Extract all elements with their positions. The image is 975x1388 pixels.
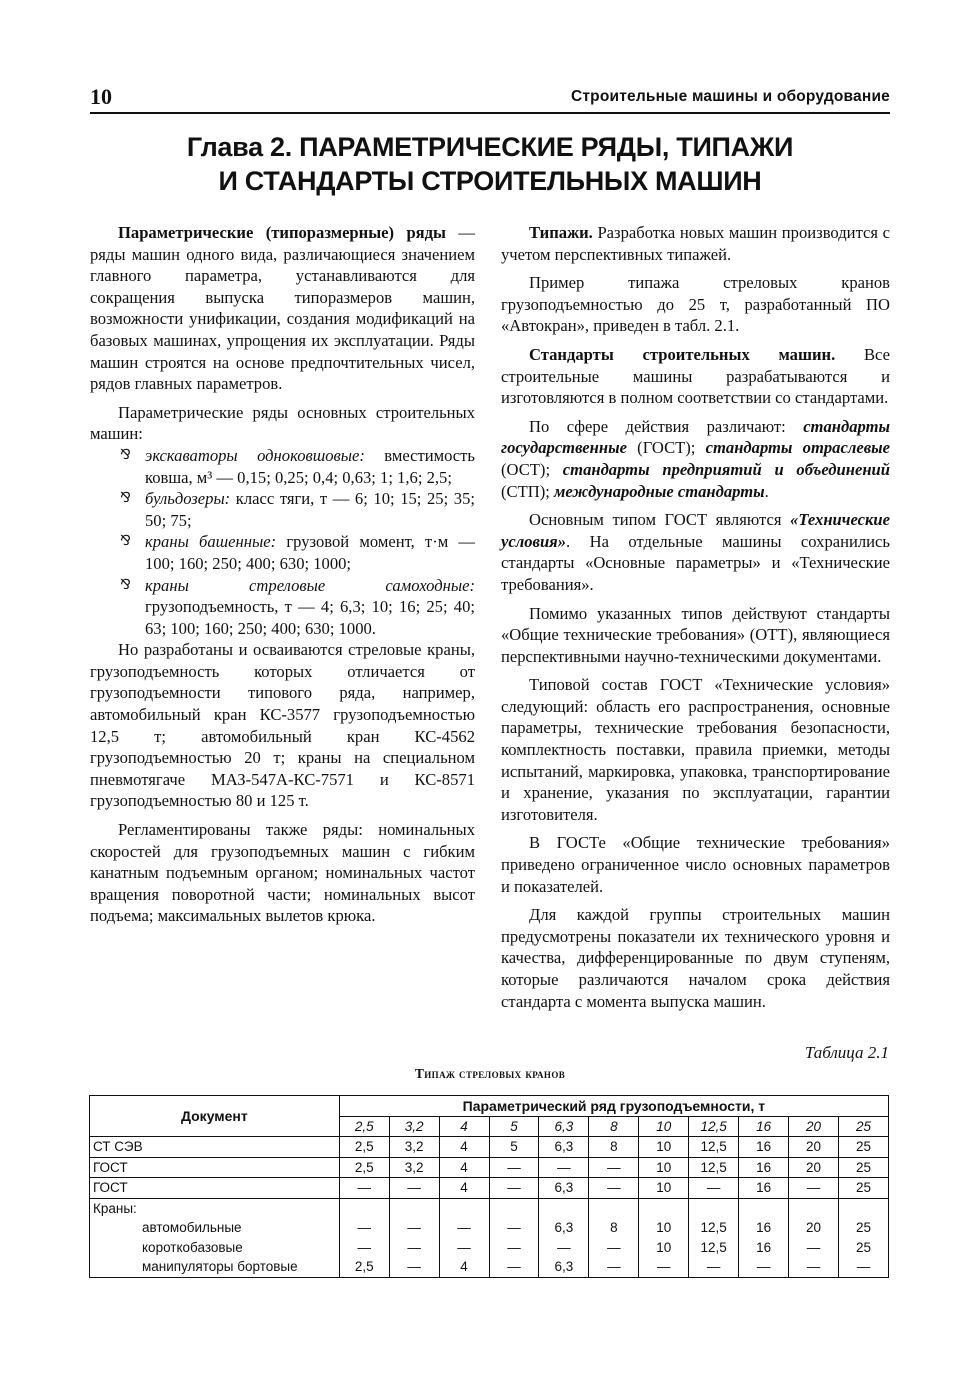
table-cell: 20 — [789, 1137, 839, 1158]
table-cell: 12,5 — [689, 1238, 739, 1258]
list-text: класс тяги, т — 6; 10; 15; 25; 35; 50; 75; — [145, 489, 475, 530]
table-cell: 10 — [639, 1218, 689, 1238]
table-cell: — — [389, 1238, 439, 1258]
row-name: манипуляторы бортовые — [90, 1257, 340, 1277]
row-name: СТ СЭВ — [90, 1137, 340, 1158]
term: Стандарты строительных машин. — [529, 344, 836, 364]
table-cell: 8 — [589, 1218, 639, 1238]
table-cell: — — [489, 1157, 539, 1178]
table-row — [90, 1157, 889, 1178]
series-cell: 2,5 — [339, 1116, 389, 1137]
table-cell: 12,5 — [689, 1157, 739, 1178]
table-row — [90, 1257, 889, 1277]
table-cell: 8 — [589, 1137, 639, 1158]
row-name: ГОСТ — [90, 1157, 340, 1178]
table-cell: — — [589, 1257, 639, 1277]
table-cell: — — [589, 1238, 639, 1258]
table-cell: 12,5 — [689, 1218, 739, 1238]
header-rule — [90, 112, 890, 114]
table-cell: 25 — [839, 1157, 889, 1178]
text: (ГОСТ); — [626, 438, 706, 458]
series-cell: 20 — [789, 1116, 839, 1137]
paragraph: Помимо указанных типов действуют стандарты «Общие технические требования» (ОТТ), являющиеся перспективными научно-техническими документами. — [501, 603, 890, 666]
header-document: Документ — [90, 1096, 340, 1137]
text: . — [764, 481, 769, 501]
table-cell: 20 — [789, 1218, 839, 1238]
bullet-hand-icon: ⅋ — [120, 490, 131, 507]
table-cell: 5 — [489, 1137, 539, 1158]
text: (ОСТ); — [501, 459, 563, 479]
table-cell: 16 — [739, 1238, 789, 1258]
table-cell: 12,5 — [689, 1137, 739, 1158]
parametric-list — [90, 445, 475, 639]
table-cell: — — [789, 1257, 839, 1277]
table-cell: — — [489, 1178, 539, 1199]
table-cell: 6,3 — [539, 1257, 589, 1277]
page-header — [90, 84, 890, 114]
crane-table — [89, 1095, 889, 1278]
series-cell: 12,5 — [689, 1116, 739, 1137]
series-cell: 25 — [839, 1116, 889, 1137]
paragraph — [501, 416, 890, 502]
paragraph-text: — ряды машин одного вида, различающиеся значением главного параметра, устанавливаются для сокращения выпуска типоразмеров машин, возможности унификации, создания модификаций на базовых машинах, упрощения их эксплуатации. Ряды машин строятся на основе предпочтительных чисел, рядов главных параметров. — [90, 223, 475, 394]
text: По сфере действия различают: — [529, 416, 804, 436]
paragraph: Регламентированы также ряды: номинальных скоростей для грузоподъемных машин с гибким канатным подъемным органом; номинальных частот вращения поворотной части; номинальных высот подъема; максимальных вылетов крюка. — [90, 820, 475, 926]
table-cell: 4 — [439, 1137, 489, 1158]
list-term: экскаваторы одноковшовые: — [145, 445, 365, 465]
table-cell: — — [489, 1238, 539, 1258]
table-cell: 25 — [839, 1218, 889, 1238]
table-cell: — — [389, 1178, 439, 1199]
table-cell: — — [839, 1257, 889, 1277]
table-cell: — — [439, 1238, 489, 1258]
list-item — [90, 445, 475, 488]
series-cell: 4 — [439, 1116, 489, 1137]
term: «Технические условия» — [501, 510, 890, 551]
row-name: ГОСТ — [90, 1178, 340, 1199]
table-cell: 16 — [739, 1178, 789, 1199]
table-cell: 2,5 — [339, 1257, 389, 1277]
list-term: краны стреловые самоходные: — [145, 575, 475, 595]
page-number: 10 — [90, 84, 112, 109]
term: стандарты государственные — [501, 416, 890, 458]
table-cell: 4 — [439, 1157, 489, 1178]
table-title: Типаж стреловых кранов — [414, 1066, 566, 1081]
paragraph: В ГОСТе «Общие технические требования» приведено ограниченное число основных параметров и показателей. — [501, 833, 890, 896]
paragraph: Типовой состав ГОСТ «Технические условия» следующий: область его распространения, основные параметры, технические требования безопасности, комплектность поставки, правила приемки, методы испытаний, маркировка, упаковка, транспортирование и хранение, указания по эксплуатации, гарантии изготовителя. — [501, 675, 890, 824]
paragraph — [501, 509, 890, 595]
chapter-title — [90, 130, 890, 198]
term: стандарты отраслевые — [705, 438, 891, 458]
series-cell: 8 — [589, 1116, 639, 1137]
paragraph — [501, 344, 890, 409]
table-cell: 10 — [639, 1238, 689, 1258]
table-cell: 16 — [739, 1218, 789, 1238]
group-label: Краны: — [90, 1198, 340, 1218]
table-cell: 20 — [789, 1157, 839, 1178]
table-cell: — — [339, 1178, 389, 1199]
series-cell: 10 — [639, 1116, 689, 1137]
table-cell: 16 — [739, 1157, 789, 1178]
series-cell: 5 — [489, 1116, 539, 1137]
list-text: вместимость ковша, м³ — 0,15; 0,25; 0,4; 0,63; 1; 1,6; 2,5; — [145, 445, 475, 487]
table-cell: — — [589, 1157, 639, 1178]
paragraph: Пример типажа стреловых кранов грузоподъемностью до 25 т, разработанный ПО «Автокран», приведен в табл. 2.1. — [501, 273, 890, 336]
paragraph-text: Разработка новых машин производится с учетом перспективных типажей. — [501, 223, 890, 264]
table-caption: Таблица 2.1 — [804, 1043, 889, 1062]
table-cell: — — [489, 1218, 539, 1238]
term: Параметрические (типоразмерные) ряды — [118, 223, 447, 242]
list-text: грузоподъемность, т — 4; 6,3; 10; 16; 25; 40; 63; 100; 160; 250; 400; 630; 1000. — [145, 597, 475, 638]
table-cell: — — [389, 1257, 439, 1277]
table-cell: 25 — [839, 1238, 889, 1258]
term: Типажи. — [529, 223, 593, 242]
table-cell: 10 — [639, 1137, 689, 1158]
table-cell: — — [789, 1238, 839, 1258]
paragraph: Параметрические ряды основных строительных машин: — [90, 402, 475, 444]
table-cell: 2,5 — [339, 1157, 389, 1178]
term: стандарты предприятий и объединений — [562, 459, 890, 479]
paragraph: Для каждой группы строительных машин предусмотрены показатели их технического уровня и качества, дифференцированные по двум ступеням, которые различаются началом срока действия стандарта с момента выпуска машин. — [501, 905, 890, 1011]
term: международные стандарты — [554, 481, 765, 501]
series-cell: 6,3 — [539, 1116, 589, 1137]
list-text: грузовой момент, т·м — 100; 160; 250; 400; 630; 1000; — [145, 532, 475, 573]
table-row — [90, 1178, 889, 1199]
table-cell: 2,5 — [339, 1137, 389, 1158]
table-header-row — [90, 1096, 889, 1117]
table-row — [90, 1238, 889, 1258]
list-item — [90, 488, 475, 531]
bullet-hand-icon: ⅋ — [120, 533, 131, 550]
table-cell: — — [489, 1257, 539, 1277]
paragraph: Но разработаны и осваиваются стреловые краны, грузоподъемность которых отличается от грузоподъемности типового ряда, например, автомобильный кран КС-3577 грузоподъемностью 12,5 т; автомобильный кран КС-4562 грузоподъемностью 20 т; краны на специальном пневмотягаче МАЗ-547А-КС-7571 и КС-8571 грузоподъемностью 80 и 125 т. — [90, 640, 475, 811]
bullet-hand-icon: ⅋ — [120, 446, 131, 463]
series-cell: 16 — [739, 1116, 789, 1137]
table-cell: — — [339, 1238, 389, 1258]
list-term: бульдозеры: — [145, 489, 231, 509]
table-cell: 16 — [739, 1137, 789, 1158]
text: (СТП); — [501, 481, 554, 501]
text: Основным типом ГОСТ являются — [529, 510, 791, 530]
table-cell: — — [439, 1218, 489, 1238]
right-column — [501, 222, 890, 1012]
header-param: Параметрический ряд грузоподъемности, т — [339, 1096, 888, 1117]
table-cell: 3,2 — [389, 1157, 439, 1178]
table-cell: 6,3 — [539, 1218, 589, 1238]
table-cell: — — [389, 1218, 439, 1238]
table-cell: — — [589, 1178, 639, 1199]
table-cell: 6,3 — [539, 1178, 589, 1199]
table-cell: 10 — [639, 1178, 689, 1199]
table-cell: — — [789, 1178, 839, 1199]
bullet-hand-icon: ⅋ — [120, 576, 131, 593]
table-cell: — — [689, 1178, 739, 1199]
list-term: краны башенные: — [145, 532, 277, 552]
table-cell: 10 — [639, 1157, 689, 1178]
list-item — [90, 531, 475, 574]
chapter-title-line1: Глава 2. ПАРАМЕТРИЧЕСКИЕ РЯДЫ, ТИПАЖИ — [186, 132, 794, 162]
text: . На отдельные машины сохранились стандарты «Основные параметры» и «Технические требования». — [501, 531, 890, 594]
table-cell: — — [639, 1257, 689, 1277]
table-cell: 25 — [839, 1178, 889, 1199]
running-title: Строительные машины и оборудование — [570, 88, 890, 105]
paragraph-text: Все строительные машины разрабатываются и изготовляются в полном соответствии со стандартами. — [501, 344, 890, 408]
row-name: короткобазовые — [90, 1238, 340, 1258]
row-name: автомобильные — [90, 1218, 340, 1238]
table-cell: — — [539, 1157, 589, 1178]
group-row — [90, 1198, 889, 1218]
table-cell: 4 — [439, 1257, 489, 1277]
paragraph — [501, 222, 890, 265]
series-cell: 3,2 — [389, 1116, 439, 1137]
left-column — [90, 222, 475, 927]
table-cell: 3,2 — [389, 1137, 439, 1158]
table-row — [90, 1137, 889, 1158]
table-cell: — — [689, 1257, 739, 1277]
table-cell: — — [539, 1238, 589, 1258]
table-cell: 6,3 — [539, 1137, 589, 1158]
chapter-title-line2: И СТАНДАРТЫ СТРОИТЕЛЬНЫХ МАШИН — [218, 166, 762, 196]
table-cell: 4 — [439, 1178, 489, 1199]
table-cell: — — [339, 1218, 389, 1238]
table-cell: 25 — [839, 1137, 889, 1158]
table-cell: — — [739, 1257, 789, 1277]
paragraph — [90, 222, 475, 395]
table-row — [90, 1218, 889, 1238]
list-item — [90, 575, 475, 640]
